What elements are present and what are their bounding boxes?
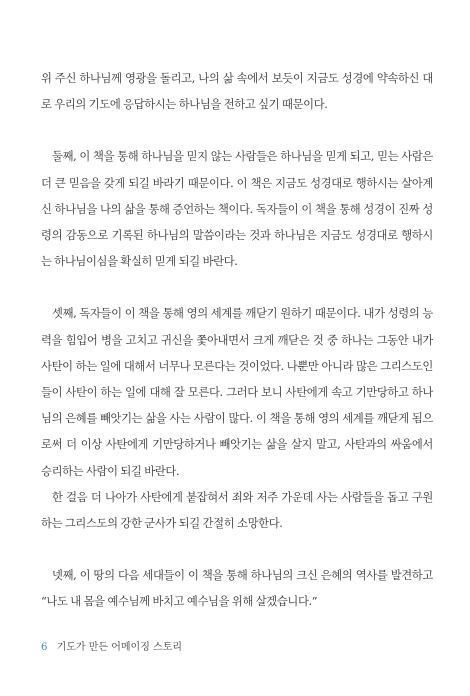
paragraph-continued: 위 주신 하나님께 영광을 돌리고, 나의 삶 속에서 보듯이 지금도 성경에 약속하신 대로 우리의 기도에 응답하시는 하나님을 전하고 싶기 때문이다.: [41, 72, 433, 112]
running-title: 기도가 만든 어메이징 스토리: [56, 642, 183, 653]
paragraph-gap: [41, 275, 433, 301]
paragraph-gap: [41, 118, 433, 144]
page-number: 6: [41, 642, 48, 653]
paragraph-third: 셋째, 독자들이 이 책을 통해 영의 세계를 깨닫기 원하기 때문이다. 내가 성령의 능력을 힘입어 병을 고치고 귀신을 쫓아내면서 크게 깨닫은 것 중 하나는 그동안 내가 사탄이 하는 일에 대해서 너무나 모른다는 것이었다. 나뿐만 아니라 많은 그리스도인들이 사탄이 하는 일에 대해 잘 모른다. 그러다 보니 사탄에게 속고 기만당하고 하나님의 은혜를 빼앗기는 삶을 사는 사람이 많다. 이 책을 통해 영의 세계를 깨닫게 됨으로써 더 이상 사탄에게 기만당하거나 빼앗기는 삶을 살지 말고, 사탄과의 싸움에서 승리하는 사람이 되길 바란다.: [41, 307, 433, 478]
page-footer: [41, 638, 182, 653]
paragraph-second: 둘째, 이 책을 통해 하나님을 믿지 않는 사람들은 하나님을 믿게 되고, 믿는 사람은 더 큰 믿음을 갖게 되길 바라기 때문이다. 이 책은 지금도 성경대로 행하시는 살아계신 하나님을 나의 삶을 통해 증언하는 책이다. 독자들이 이 책을 통해 성경이 진짜 성령의 감동으로 기록된 하나님의 말씀이라는 것과 하나님은 지금도 성경대로 행하시는 하나님이심을 확실히 믿게 되길 바란다.: [41, 150, 433, 269]
paragraph-gap: [41, 537, 433, 563]
paragraph-fourth: 넷째, 이 땅의 다음 세대들이 이 책을 통해 하나님의 크신 은혜의 역사를 발견하고 “나도 내 몸을 예수님께 바치고 예수님을 위해 살겠습니다.”: [41, 569, 433, 609]
body-text: [41, 66, 433, 616]
paragraph-third-continued: 한 걸음 더 나아가 사탄에게 붙잡혀서 죄와 저주 가운데 사는 사람들을 돕고 구원하는 그리스도의 강한 군사가 되길 간절히 소망한다.: [41, 490, 433, 531]
